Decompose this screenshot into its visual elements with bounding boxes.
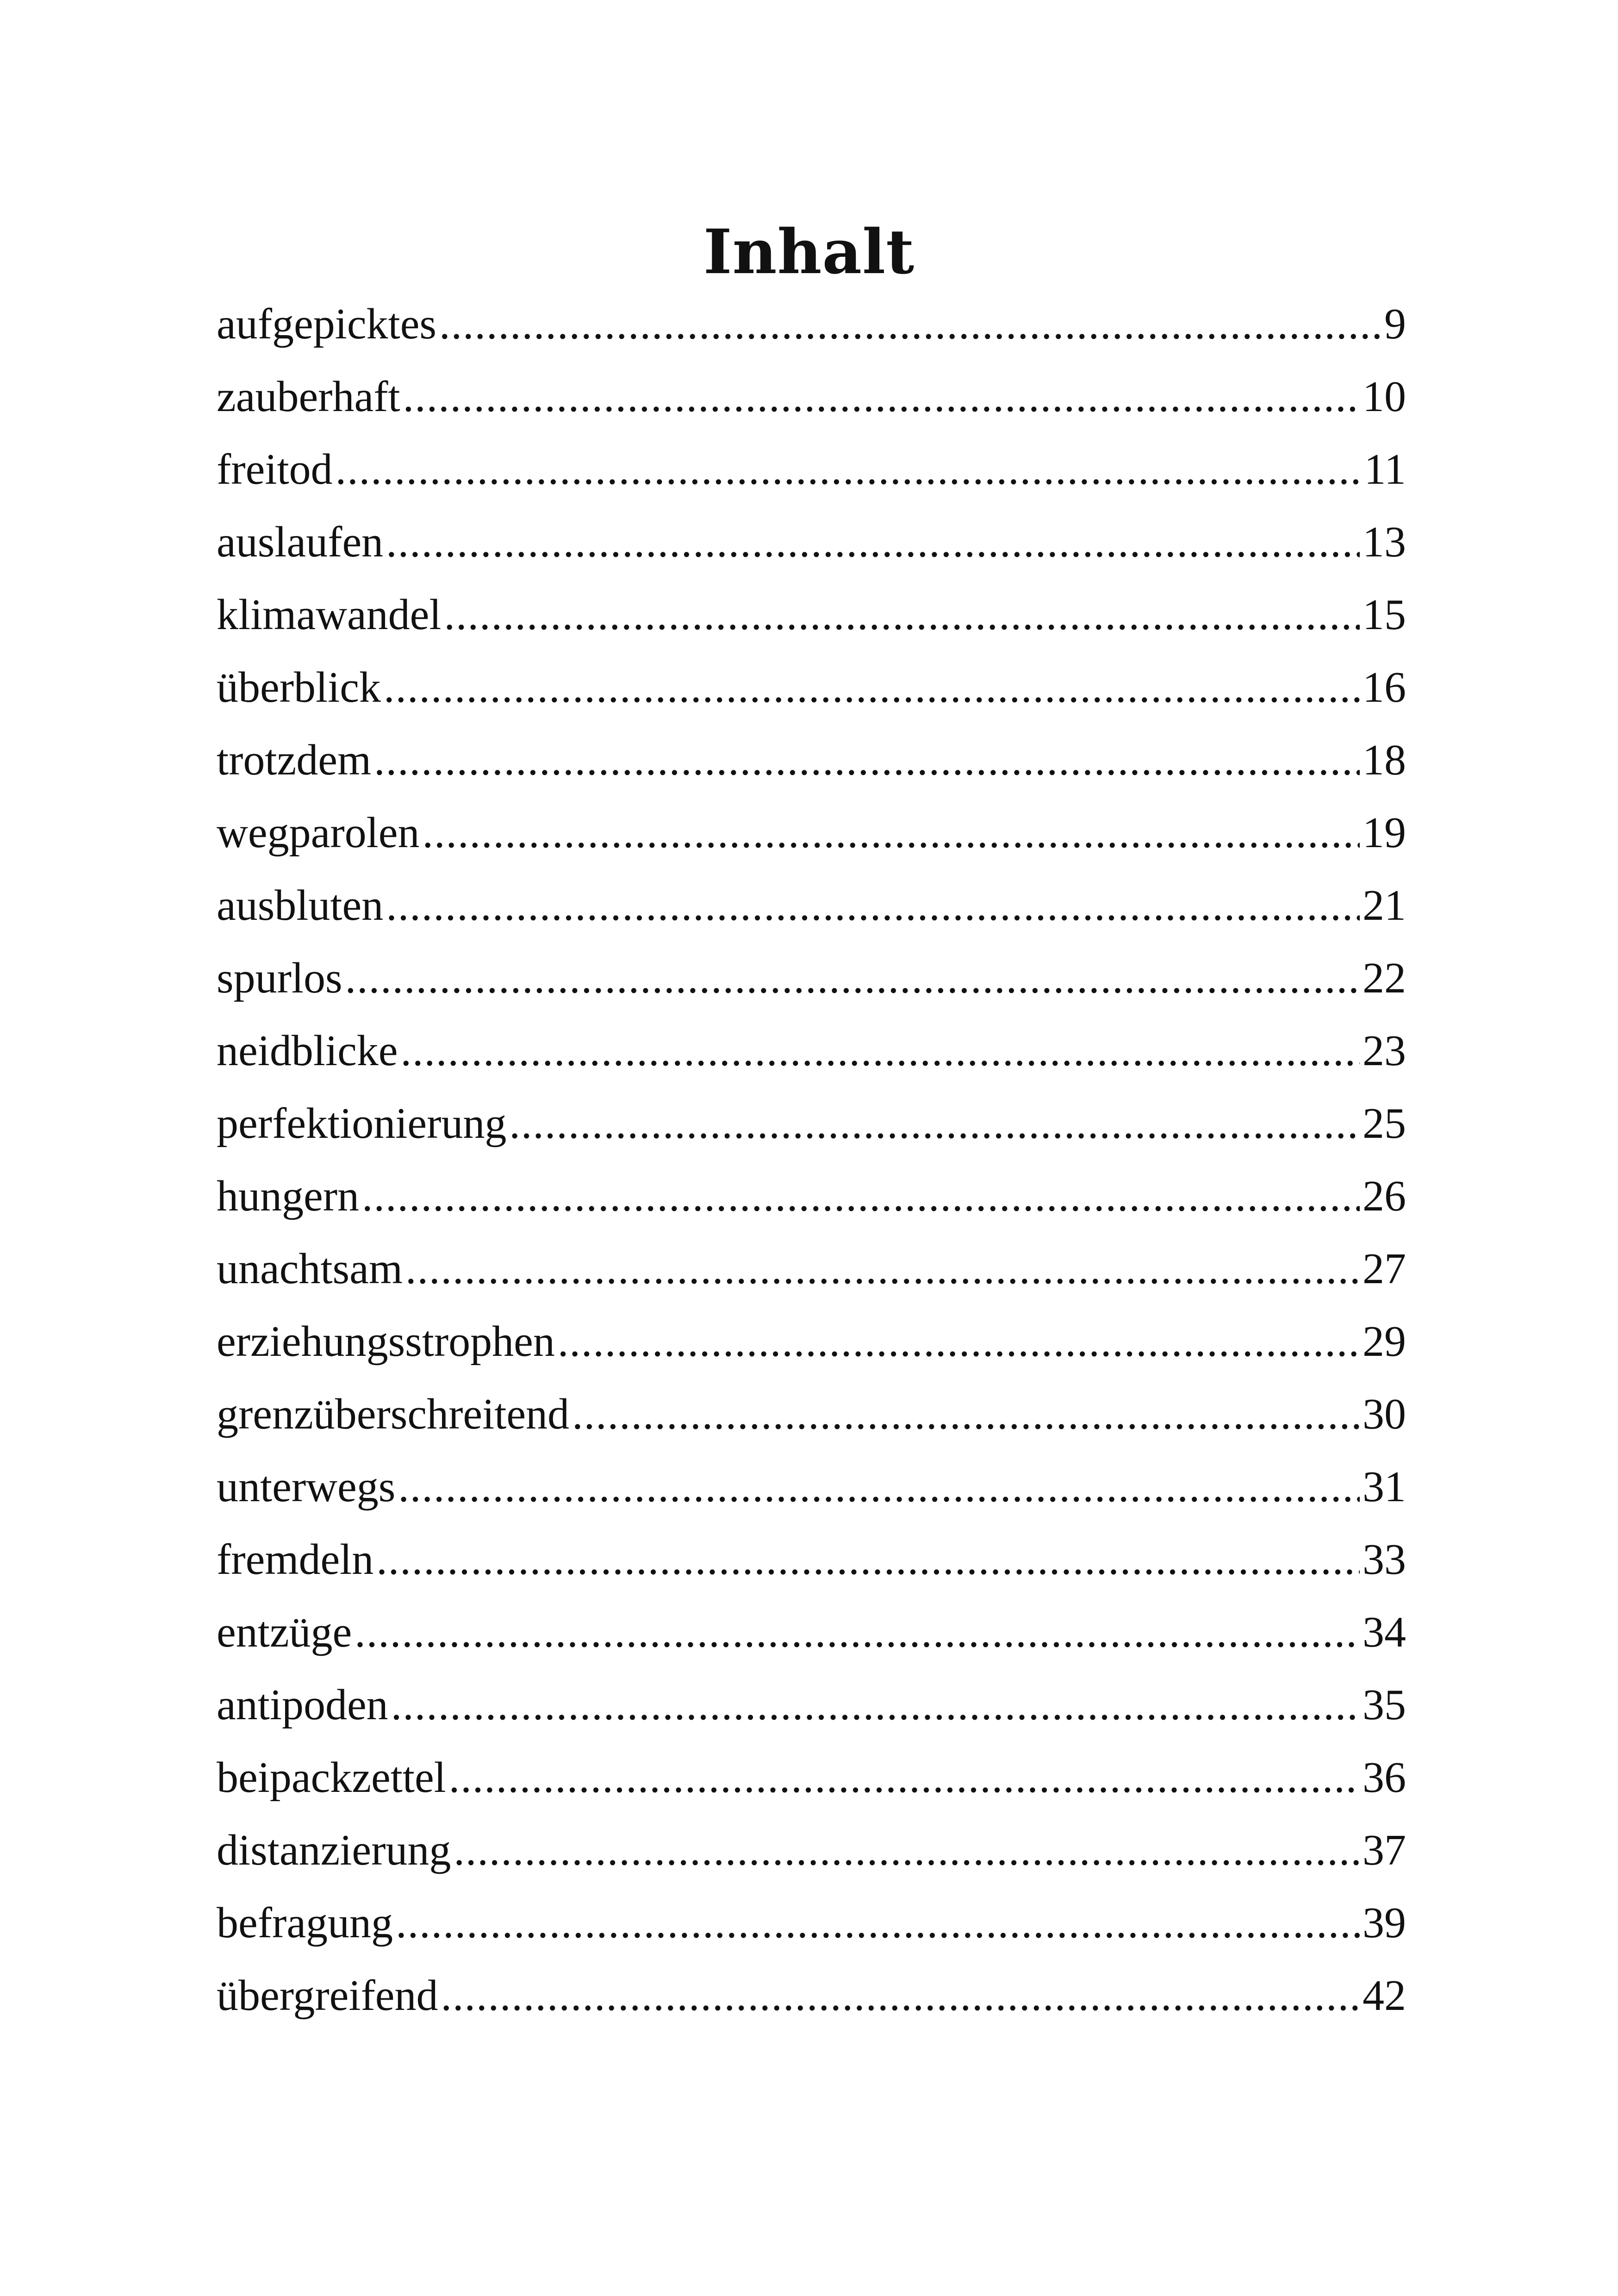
dot-leader (362, 1160, 1360, 1233)
toc-entry-title: hungern (217, 1172, 360, 1220)
toc-entry-title: beipackzettel (217, 1753, 446, 1802)
toc-entry-title: grenzüberschreitend (217, 1390, 570, 1438)
dot-leader (398, 1451, 1360, 1523)
toc-entry[interactable] (217, 1233, 1406, 1305)
toc-page-number: 22 (1363, 954, 1406, 1002)
toc-page-number: 13 (1363, 518, 1406, 566)
dot-leader (374, 724, 1360, 797)
toc-page-number: 16 (1363, 663, 1406, 711)
toc-entry[interactable] (217, 869, 1406, 942)
toc-entry[interactable] (217, 1523, 1406, 1596)
toc-entry-title: überblick (217, 663, 381, 711)
toc-entry-title: antipoden (217, 1681, 388, 1729)
toc-page-number: 18 (1363, 736, 1406, 784)
toc-entry-title: zauberhaft (217, 373, 400, 421)
toc-entry[interactable] (217, 942, 1406, 1015)
toc-entry-title: neidblicke (217, 1027, 398, 1075)
dot-leader (454, 1814, 1360, 1887)
dot-leader (386, 506, 1360, 579)
toc-entry-title: unterwegs (217, 1463, 396, 1511)
dot-leader (355, 1596, 1360, 1669)
toc-entry-title: auslaufen (217, 518, 384, 566)
toc-entry-title: entzüge (217, 1608, 352, 1656)
dot-leader (422, 797, 1360, 869)
toc-entry-title: erziehungsstrophen (217, 1317, 555, 1366)
toc-page-number: 21 (1363, 881, 1406, 930)
toc-entry-title: wegparolen (217, 809, 420, 857)
toc-entry[interactable] (217, 1959, 1406, 2032)
toc-page-number: 34 (1363, 1608, 1406, 1656)
toc-page-number: 11 (1364, 445, 1406, 493)
toc-page-number: 27 (1363, 1245, 1406, 1293)
dot-leader (345, 942, 1360, 1015)
toc-entry[interactable] (217, 1305, 1406, 1378)
toc-page-number: 19 (1363, 809, 1406, 857)
toc-entry[interactable] (217, 1741, 1406, 1814)
dot-leader (572, 1378, 1360, 1451)
toc-page-number: 29 (1363, 1317, 1406, 1366)
toc-page-number: 30 (1363, 1390, 1406, 1438)
toc-page-number: 9 (1384, 300, 1406, 348)
dot-leader (441, 1959, 1360, 2032)
toc-entry-title: trotzdem (217, 736, 372, 784)
toc-entry[interactable] (217, 651, 1406, 724)
toc-page-number: 23 (1363, 1027, 1406, 1075)
table-of-contents (217, 288, 1406, 2032)
toc-entry[interactable] (217, 1669, 1406, 1741)
dot-leader (558, 1305, 1360, 1378)
toc-entry[interactable] (217, 579, 1406, 651)
toc-entry[interactable] (217, 288, 1406, 361)
dot-leader (386, 869, 1360, 942)
toc-entry[interactable] (217, 433, 1406, 506)
toc-entry[interactable] (217, 1087, 1406, 1160)
toc-entry-title: klimawandel (217, 591, 442, 639)
toc-entry[interactable] (217, 1378, 1406, 1451)
toc-entry[interactable] (217, 506, 1406, 579)
toc-entry-title: perfektionierung (217, 1099, 507, 1148)
toc-entry-title: ausbluten (217, 881, 384, 930)
toc-entry-title: fremdeln (217, 1535, 374, 1584)
toc-page-number: 35 (1363, 1681, 1406, 1729)
toc-entry-title: befragung (217, 1899, 393, 1947)
toc-entry[interactable] (217, 1451, 1406, 1523)
toc-page-number: 26 (1363, 1172, 1406, 1220)
toc-entry-title: distanzierung (217, 1826, 451, 1874)
toc-entry[interactable] (217, 1015, 1406, 1087)
toc-page-number: 10 (1363, 373, 1406, 421)
toc-entry-title: unachtsam (217, 1245, 403, 1293)
toc-page-number: 42 (1363, 1972, 1406, 2020)
page-title: Inhalt (703, 216, 915, 288)
dot-leader (449, 1741, 1360, 1814)
toc-entry[interactable] (217, 1160, 1406, 1233)
toc-entry[interactable] (217, 724, 1406, 797)
toc-entry-title: aufgepicktes (217, 300, 437, 348)
toc-entry[interactable] (217, 361, 1406, 433)
toc-page-number: 37 (1363, 1826, 1406, 1874)
toc-page-number: 39 (1363, 1899, 1406, 1947)
toc-page-number: 31 (1363, 1463, 1406, 1511)
toc-entry[interactable] (217, 1814, 1406, 1887)
dot-leader (444, 579, 1360, 651)
toc-page-number: 36 (1363, 1753, 1406, 1802)
toc-entry[interactable] (217, 1887, 1406, 1959)
dot-leader (439, 288, 1382, 361)
toc-page-number: 33 (1363, 1535, 1406, 1584)
dot-leader (405, 1233, 1360, 1305)
toc-entry-title: übergreifend (217, 1972, 438, 2020)
dot-leader (336, 433, 1362, 506)
toc-entry-title: freitod (217, 445, 333, 493)
dot-leader (403, 361, 1360, 433)
toc-entry[interactable] (217, 797, 1406, 869)
toc-entry-title: spurlos (217, 954, 342, 1002)
dot-leader (396, 1887, 1360, 1959)
toc-page-number: 25 (1363, 1099, 1406, 1148)
toc-entry[interactable] (217, 1596, 1406, 1669)
dot-leader (509, 1087, 1360, 1160)
dot-leader (376, 1523, 1360, 1596)
dot-leader (391, 1669, 1360, 1741)
dot-leader (384, 651, 1360, 724)
toc-page-number: 15 (1363, 591, 1406, 639)
dot-leader (401, 1015, 1360, 1087)
